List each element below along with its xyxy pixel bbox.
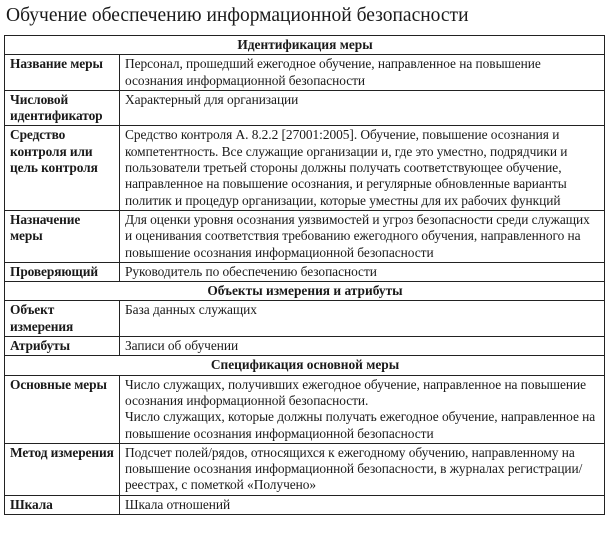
table-row	[5, 126, 605, 210]
section-heading: Спецификация основной меры	[5, 356, 605, 375]
section-header-row	[5, 36, 605, 55]
row-label: Шкала	[5, 495, 120, 514]
section-header-row	[5, 282, 605, 301]
value-paragraph: Число служащих, получивших ежегодное обучение, направленное на повышение осознания информационной безопасности.	[125, 376, 587, 408]
table-row	[5, 262, 605, 281]
row-value: Персонал, прошедший ежегодное обучение, направленное на повышение осознания информационной безопасности	[120, 55, 605, 91]
section-heading: Объекты измерения и атрибуты	[5, 282, 605, 301]
measure-specification-table	[4, 35, 605, 515]
row-label: Проверяющий	[5, 262, 120, 281]
row-value	[120, 375, 605, 443]
row-value: Средство контроля A. 8.2.2 [27001:2005]. Обучение, повышение осознания и компетентность. Все служащие организации и, где это уместно, подрядчики и пользователи третьей стороны должны получать соответствующее обучение, направленное на повышение осознания, и регулярные обновленные варианты политик и процедур организации, которые уместны для их рабочих функций	[120, 126, 605, 210]
row-label: Название меры	[5, 55, 120, 91]
row-value: Подсчет полей/рядов, относящихся к ежегодному обучению, направленному на повышение осознания информационной безопасности, в журналах регистрации/реестрах, с пометкой «Получено»	[120, 443, 605, 495]
row-value: Записи об обучении	[120, 337, 605, 356]
row-label: Метод измерения	[5, 443, 120, 495]
row-value: Руководитель по обеспечению безопасности	[120, 262, 605, 281]
row-label: Средство контроля или цель контроля	[5, 126, 120, 210]
table-row	[5, 375, 605, 443]
value-paragraph: Число служащих, которые должны получать ежегодное обучение, направленное на повышение осознания информационной безопасности	[125, 409, 596, 441]
table-row	[5, 210, 605, 262]
table-row	[5, 55, 605, 91]
table-row	[5, 301, 605, 337]
row-label: Числовой идентификатор	[5, 90, 120, 126]
row-value: База данных служащих	[120, 301, 605, 337]
row-value: Характерный для организации	[120, 90, 605, 126]
row-value: Шкала отношений	[120, 495, 605, 514]
row-label: Атрибуты	[5, 337, 120, 356]
table-row	[5, 337, 605, 356]
row-label: Объект измерения	[5, 301, 120, 337]
row-label: Назначение меры	[5, 210, 120, 262]
table-row	[5, 90, 605, 126]
section-heading: Идентификация меры	[5, 36, 605, 55]
row-value: Для оценки уровня осознания уязвимостей и угроз безопасности среди служащих и оценивания соответствия требованию ежегодного обучения, направленного на повышение осознания информационной безопасности	[120, 210, 605, 262]
row-label: Основные меры	[5, 375, 120, 443]
table-row	[5, 495, 605, 514]
section-header-row	[5, 356, 605, 375]
table-row	[5, 443, 605, 495]
page-title: Обучение обеспечению информационной безопасности	[6, 5, 469, 26]
